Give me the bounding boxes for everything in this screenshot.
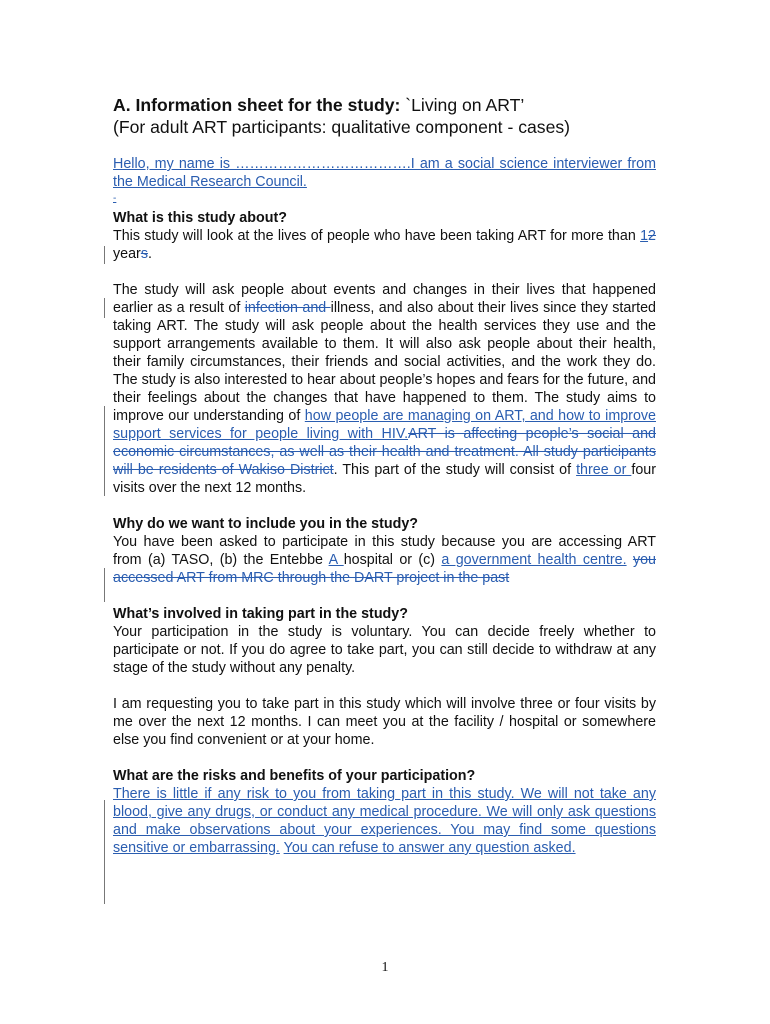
change-bar <box>104 568 105 602</box>
intro-paragraph: Hello, my name is ……………………………….I am a social science interviewer from the Medical Research Council. <box>113 156 656 190</box>
change-bar <box>104 246 105 264</box>
heading-involved: What’s involved in taking part in the study? <box>113 606 408 622</box>
change-bar <box>104 298 105 318</box>
paragraph-risks: There is little if any risk to you from taking part in this study. We will not take any blood, give any drugs, or conduct any medical procedure. We will only ask questions and make observations about your experiences. You may find some questions sensitive or embarrassing. You can refuse to answer any question asked. <box>113 786 656 856</box>
stray-mark: - <box>113 193 117 204</box>
heading-risks: What are the risks and benefits of your participation? <box>113 768 476 784</box>
heading-why: Why do we want to include you in the study? <box>113 516 419 532</box>
change-bar <box>104 800 105 904</box>
heading-about: What is this study about? <box>113 210 287 226</box>
paragraph-visits: I am requesting you to take part in this study which will involve three or four visits by me over the next 12 months. I can meet you at the facility / hospital or somewhere else you find convenient or at your home. <box>113 696 656 748</box>
paragraph-why: You have been asked to participate in this study because you are accessing ART from (a) TASO, (b) the Entebbe A hospital or (c) a government health centre. you accessed ART from MRC through the DART project in the past <box>113 534 656 586</box>
document-body <box>113 94 656 857</box>
change-bar <box>104 406 105 496</box>
page-number: 1 <box>381 960 389 975</box>
paragraph-about: This study will look at the lives of people who have been taking ART for more than 12 years. <box>113 228 656 262</box>
document-subtitle: (For adult ART participants: qualitative component - cases) <box>113 117 571 137</box>
document-title: A. Information sheet for the study: `Living on ART’ <box>113 95 525 115</box>
paragraph-study-details: The study will ask people about events and changes in their lives that happened earlier as a result of infection and illness, and also about their lives since they started taking ART. The study will ask people about the health services they use and the support arrangements available to them. It will also ask people about their health, their family circumstances, their friends and social activities, and the work they do. The study is also interested to hear about people’s hopes and fears for the future, and their feelings about the changes that have happened to them. The study aims to improve our understanding of how people are managing on ART, and how to improve support services for people living with HIV.ART is affecting people’s social and economic circumstances, as well as their health and treatment. All study participants will be residents of Wakiso District. This part of the study will consist of three or four visits over the next 12 months. <box>113 282 656 496</box>
paragraph-voluntary: Your participation in the study is voluntary. You can decide freely whether to participate or not. If you do agree to take part, you can still decide to withdraw at any stage of the study without any penalty. <box>113 624 656 676</box>
